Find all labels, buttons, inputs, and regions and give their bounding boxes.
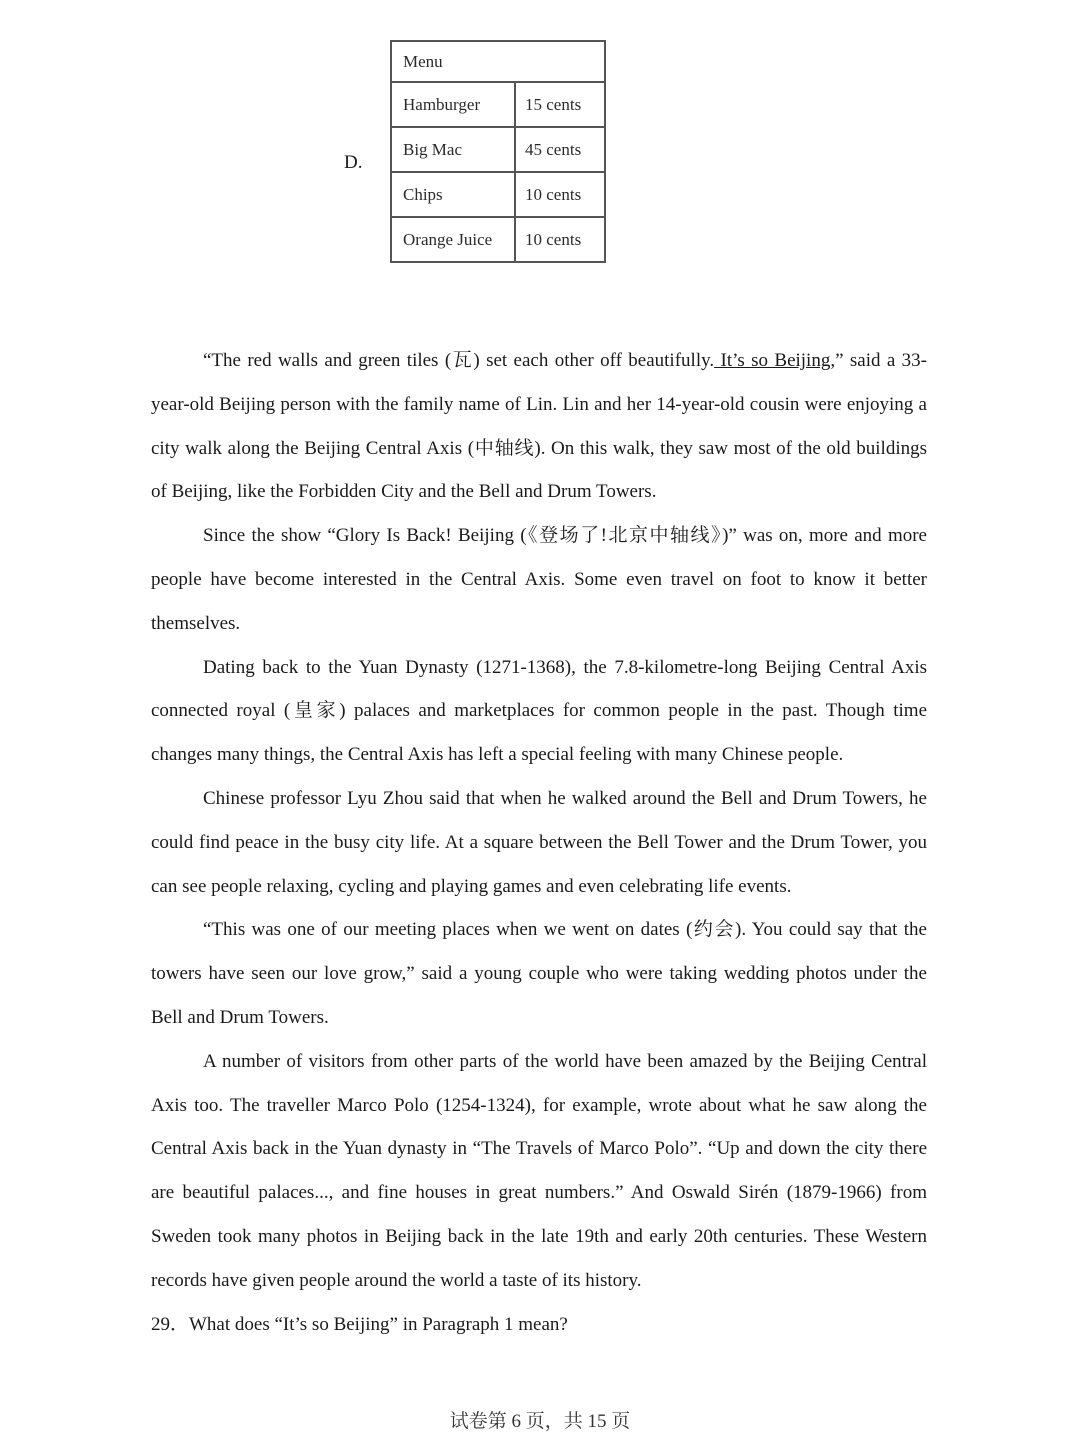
paragraph-5: “This was one of our meeting places when we went on dates (约会). You could say that the towers have seen our love grow,” said a young couple who were taking wedding photos under the Bell and Drum Towers.: [151, 919, 927, 1028]
menu-row: [391, 172, 605, 217]
paragraph-6: A number of visitors from other parts of the world have been amazed by the Beijing Central Axis too. The traveller Marco Polo (1254-1324), for example, wrote about what he saw along the Central Axis back in the Yuan dynasty in “The Travels of Marco Polo”. “Up and down the city there are beautiful palaces..., and fine houses in great numbers.” And Oswald Sirén (1879-1966) from Sweden took many photos in Beijing back in the late 19th and early 20th centuries. These Western records have given people around the world a taste of its history.: [151, 1050, 927, 1291]
menu-item-name: Big Mac: [391, 127, 515, 172]
paragraph-2: Since the show “Glory Is Back! Beijing (《登场了!北京中轴线》)” was on, more and more people have become interested in the Central Axis. Some even travel on foot to know it better themselves.: [151, 525, 927, 634]
page-footer: 试卷第 6 页，共 15 页: [449, 1411, 631, 1432]
menu-item-price: 15 cents: [515, 82, 605, 127]
menu-header-row: [391, 41, 605, 82]
option-label: D.: [344, 152, 363, 173]
menu-item-price: 45 cents: [515, 127, 605, 172]
menu-item-name: Chips: [391, 172, 515, 217]
menu-item-price: 10 cents: [515, 172, 605, 217]
paragraph-1-end: ,” said a 33-year-old Beijing person with the family name of Lin. Lin and her 14-year-old cousin were enjoying a city walk along the Beijing Central Axis (中轴线). On this walk, they saw most of the old buildings of Beijing, like the Forbidden City and the Bell and Drum Towers.: [151, 350, 927, 503]
reading-passage: [151, 339, 927, 1346]
menu-table: [390, 40, 606, 263]
menu-title: Menu: [391, 41, 605, 82]
menu-row: [391, 217, 605, 262]
menu-row: [391, 82, 605, 127]
menu-item-name: Orange Juice: [391, 217, 515, 262]
menu-row: [391, 127, 605, 172]
menu-item-name: Hamburger: [391, 82, 515, 127]
menu-item-price: 10 cents: [515, 217, 605, 262]
paragraph-1: [151, 339, 927, 514]
question-29: 29．What does “It’s so Beijing” in Paragraph 1 mean?: [151, 1313, 568, 1335]
paragraph-4: Chinese professor Lyu Zhou said that when he walked around the Bell and Drum Towers, he could find peace in the busy city life. At a square between the Bell Tower and the Drum Tower, you can see people relaxing, cycling and playing games and even celebrating life events.: [151, 787, 927, 897]
paragraph-3: Dating back to the Yuan Dynasty (1271-1368), the 7.8-kilometre-long Beijing Central Axis connected royal (皇家) palaces and marketplaces for common people in the past. Though time changes many things, the Central Axis has left a special feeling with many Chinese people.: [151, 656, 927, 766]
paragraph-1-start: “The red walls and green tiles (瓦) set each other off beautifully.: [203, 350, 715, 371]
highlighted-phrase: It’s so Beijing: [714, 350, 831, 371]
